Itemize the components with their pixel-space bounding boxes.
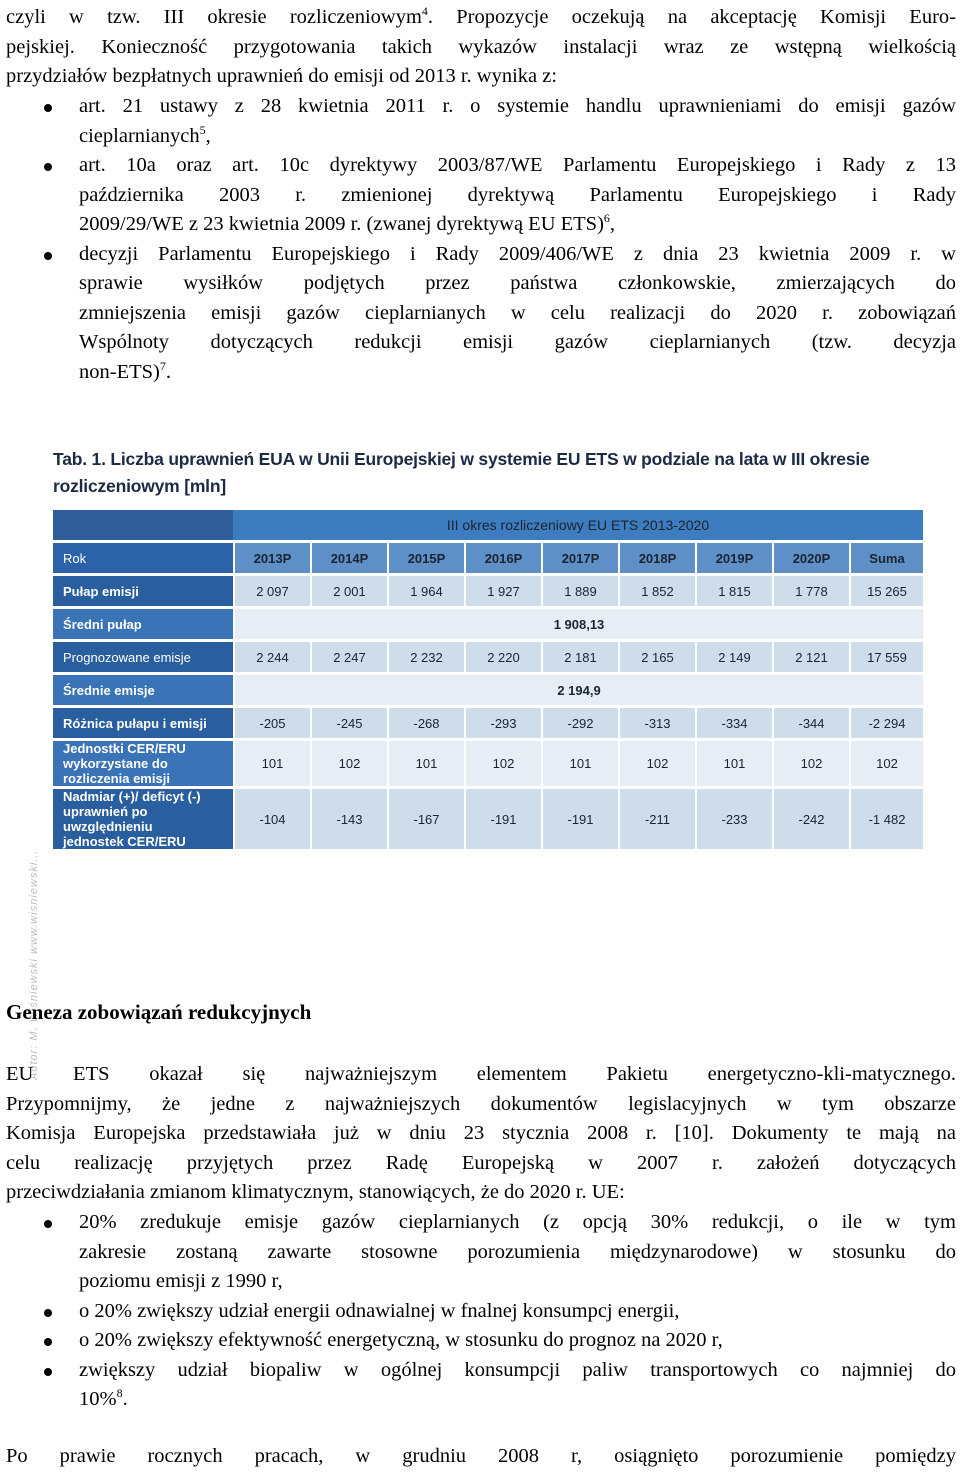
table-cell: 102 bbox=[849, 738, 923, 786]
table-cell: -205 bbox=[233, 705, 310, 738]
table-row bbox=[53, 786, 923, 849]
table-row bbox=[53, 672, 923, 705]
list-item-line: non-ETS)$^7$. bbox=[79, 358, 171, 383]
header-corner bbox=[53, 510, 233, 540]
table-cell: -344 bbox=[772, 705, 849, 738]
table-cell: -2 294 bbox=[849, 705, 923, 738]
intro-line-3: przydziałów bezpłatnych uprawnień do emisji od 2013 r. wynika z: bbox=[6, 65, 558, 87]
list-item bbox=[6, 151, 956, 240]
table-cell: 101 bbox=[695, 738, 772, 786]
table-cell: 101 bbox=[541, 738, 618, 786]
list-item bbox=[6, 1297, 956, 1327]
row-label: Średnie emisje bbox=[53, 672, 233, 705]
list-item-line: art. 10a oraz art. 10c dyrektywy 2003/87/WE Parlamentu Europejskiego i Rady z 13 bbox=[79, 154, 956, 176]
list-item-line: 2009/29/WE z 23 kwietnia 2009 r. (zwanej dyrektywą EU ETS)$^6$, bbox=[79, 211, 616, 235]
bullet-icon bbox=[44, 1309, 52, 1317]
intro-line-1: czyli w tzw. III okresie rozliczeniowym$^4$. Propozycje oczekują na akceptację Komisji Euro- bbox=[6, 4, 956, 28]
table-cell: 2 244 bbox=[233, 639, 310, 672]
list-item bbox=[6, 1208, 956, 1297]
table-cell: 2 121 bbox=[772, 639, 849, 672]
year-cell: 2014P bbox=[310, 540, 387, 573]
list-item bbox=[6, 92, 956, 151]
table-cell: 2 001 bbox=[310, 573, 387, 606]
list-item-line: Wspólnoty dotyczących redukcji emisji gazów cieplarnianych (tzw. decyzja bbox=[79, 331, 956, 353]
year-cell: 2013P bbox=[233, 540, 310, 573]
watermark: Autor: M. Wiśniewski www.wisniewski... bbox=[28, 849, 40, 1080]
table-cell: 17 559 bbox=[849, 639, 923, 672]
table-cell: -211 bbox=[618, 786, 695, 849]
table-cell: 101 bbox=[233, 738, 310, 786]
table-cell: 1 815 bbox=[695, 573, 772, 606]
table-cell: 2 247 bbox=[310, 639, 387, 672]
list-item-line: sprawie wysiłków podjętych przez państwa członkowskie, zmierzających do bbox=[79, 272, 956, 294]
table-title-line-2: rozliczeniowym [mln] bbox=[53, 476, 226, 496]
list-item-line: poziomu emisji z 1990 r, bbox=[79, 1270, 283, 1292]
table-cell: -268 bbox=[387, 705, 464, 738]
table-cell: 101 bbox=[387, 738, 464, 786]
table-cell: 102 bbox=[310, 738, 387, 786]
table-cell: 2 232 bbox=[387, 639, 464, 672]
table-cell: 1 927 bbox=[464, 573, 541, 606]
bullet-icon bbox=[44, 252, 52, 260]
list-item-line: cieplarnianych$^5$, bbox=[79, 122, 211, 147]
list-item-line: października 2003 r. zmienionej dyrektywą Parlamentu Europejskiego i Rady bbox=[79, 183, 956, 206]
table-cell: -245 bbox=[310, 705, 387, 738]
table-cell: 102 bbox=[772, 738, 849, 786]
table-cell: -233 bbox=[695, 786, 772, 849]
list-item bbox=[6, 1356, 956, 1415]
bullet-icon bbox=[44, 104, 52, 112]
year-cell: 2020P bbox=[772, 540, 849, 573]
table-cell: -334 bbox=[695, 705, 772, 738]
table-cell: -167 bbox=[387, 786, 464, 849]
table-row bbox=[53, 738, 923, 786]
body-line: przeciwdziałania zmianom klimatycznym, stanowiących, że do 2020 r. UE: bbox=[6, 1181, 625, 1203]
list-item-line: 20% zredukuje emisje gazów cieplarnianych (z opcją 30% redukcji, o ile w tym bbox=[79, 1211, 956, 1233]
table-header-years bbox=[53, 540, 923, 573]
legal-basis-list bbox=[6, 92, 956, 387]
bullet-icon bbox=[44, 1220, 52, 1228]
row-label: Różnica pułapu i emisji bbox=[53, 705, 233, 738]
row-label: Średni pułap bbox=[53, 606, 233, 639]
table-cell: 1 964 bbox=[387, 573, 464, 606]
bullet-icon bbox=[44, 163, 52, 171]
list-item-line: o 20% zwiększy efektywność energetyczną, w stosunku do prognoz na 2020 r, bbox=[79, 1329, 723, 1351]
table-cell: -292 bbox=[541, 705, 618, 738]
body-line: Przypomnijmy, że jedne z najważniejszych dokumentów legislacyjnych w tym obszarze bbox=[6, 1092, 956, 1115]
body-paragraph bbox=[6, 1060, 956, 1208]
table-cell: 1 852 bbox=[618, 573, 695, 606]
year-cell: 2019P bbox=[695, 540, 772, 573]
section-heading: Geneza zobowiązań redukcyjnych bbox=[6, 1000, 312, 1024]
row-label: Prognozowane emisje bbox=[53, 639, 233, 672]
eu-goals-list bbox=[6, 1208, 956, 1415]
year-cell: Suma bbox=[849, 540, 923, 573]
table-title bbox=[53, 446, 923, 500]
table-row bbox=[53, 606, 923, 639]
list-item-line: o 20% zwiększy udział energii odnawialnej w fnalnej konsumpcj energii, bbox=[79, 1299, 680, 1322]
row-label: Nadmiar (+)/ deficyt (-) uprawnień po uwzględnieniu jednostek CER/ERU bbox=[53, 786, 233, 849]
table-cell: -143 bbox=[310, 786, 387, 849]
table-cell: -242 bbox=[772, 786, 849, 849]
intro-line-2: pejskiej. Konieczność przygotowania takich wykazów instalacji wraz ze wstępną wielkością bbox=[6, 35, 956, 58]
table-row bbox=[53, 705, 923, 738]
intro-paragraph bbox=[6, 3, 956, 92]
list-item-line: zakresie zostaną zawarte stosowne porozumienia międzynarodowe) w stosunku do bbox=[79, 1240, 956, 1263]
year-label: Rok bbox=[53, 540, 233, 573]
table-cell: 1 889 bbox=[541, 573, 618, 606]
table-cell: 15 265 bbox=[849, 573, 923, 606]
table-cell: 2 149 bbox=[695, 639, 772, 672]
table-title-line-1: Tab. 1. Liczba uprawnień EUA w Unii Europejskiej w systemie EU ETS w podziale na lata w III okresie bbox=[53, 449, 870, 469]
table-cell: -1 482 bbox=[849, 786, 923, 849]
merged-cell: 2 194,9 bbox=[233, 672, 923, 705]
table-cell: -191 bbox=[464, 786, 541, 849]
closing-line: Po prawie rocznych pracach, w grudniu 2008 r, osiągnięto porozumienie pomiędzy bbox=[6, 1445, 956, 1467]
bullet-icon bbox=[44, 1338, 52, 1346]
list-item-line: 10%$^8$. bbox=[79, 1386, 128, 1410]
list-item-line: zwiększy udział biopaliw w ogólnej konsumpcji paliw transportowych co najmniej do bbox=[79, 1358, 956, 1381]
eua-allowances-table bbox=[53, 510, 923, 849]
table-row bbox=[53, 573, 923, 606]
list-item-line: zmniejszenia emisji gazów cieplarnianych w celu realizacji do 2020 r. zobowiązań bbox=[79, 301, 956, 324]
table-cell: 102 bbox=[618, 738, 695, 786]
table-cell: 102 bbox=[464, 738, 541, 786]
table-header-period bbox=[53, 510, 923, 540]
list-item-line: art. 21 ustawy z 28 kwietnia 2011 r. o systemie handlu uprawnieniami do emisji gazów bbox=[79, 95, 956, 117]
table-cell: -191 bbox=[541, 786, 618, 849]
table-row bbox=[53, 639, 923, 672]
table-cell: -313 bbox=[618, 705, 695, 738]
period-header: III okres rozliczeniowy EU ETS 2013-2020 bbox=[233, 510, 923, 540]
row-label: Pułap emisji bbox=[53, 573, 233, 606]
year-cell: 2016P bbox=[464, 540, 541, 573]
year-cell: 2015P bbox=[387, 540, 464, 573]
row-label: Jednostki CER/ERU wykorzystane do rozliczenia emisji bbox=[53, 738, 233, 786]
table-cell: 2 097 bbox=[233, 573, 310, 606]
table-cell: -293 bbox=[464, 705, 541, 738]
bullet-icon bbox=[44, 1368, 52, 1376]
table-cell: 1 778 bbox=[772, 573, 849, 606]
body-line: Komisja Europejska przedstawiała już w dniu 23 stycznia 2008 r. [10]. Dokumenty te mają na bbox=[6, 1122, 956, 1144]
table-cell: 2 181 bbox=[541, 639, 618, 672]
list-item-line: decyzji Parlamentu Europejskiego i Rady 2009/406/WE z dnia 23 kwietnia 2009 r. w bbox=[79, 242, 956, 265]
year-cell: 2018P bbox=[618, 540, 695, 573]
table-cell: -104 bbox=[233, 786, 310, 849]
year-cell: 2017P bbox=[541, 540, 618, 573]
table-cell: 2 220 bbox=[464, 639, 541, 672]
table-cell: 2 165 bbox=[618, 639, 695, 672]
body-line: EU ETS okazał się najważniejszym elementem Pakietu energetyczno-kli-matycznego. bbox=[6, 1063, 956, 1085]
body-line: celu realizację przyjętych przez Radę Europejską w 2007 r. założeń dotyczących bbox=[6, 1151, 956, 1174]
list-item bbox=[6, 1326, 956, 1356]
merged-cell: 1 908,13 bbox=[233, 606, 923, 639]
closing-paragraph bbox=[6, 1442, 956, 1472]
list-item bbox=[6, 240, 956, 388]
